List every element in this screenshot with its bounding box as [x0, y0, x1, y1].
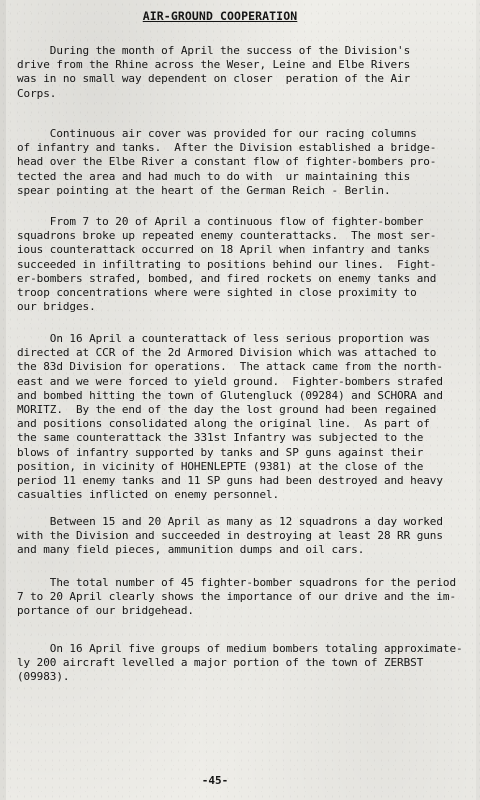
- page-number: -45-: [201, 774, 229, 787]
- paragraph-1: During the month of April the success of the Division's drive from the Rhine across the Weser, Leine and Elbe Rivers was in no small way dependent on closer peration of the Air Corps.: [17, 44, 411, 100]
- paragraph-4: On 16 April a counterattack of less serious proportion was directed at CCR of the 2d Armored Division which was attached to the 83d Division for operations. The attack came from the north- east and we were forced to yield ground. Fighter-bombers strafed and bombed hitting the town of Glutengluck (09284) and SCHORA and MORITZ. By the end of the day the lost ground had been regained and positions consolidated along the original line. As part of the same counterattack the 331st Infantry was subjected to the blows of infantry supported by tanks and SP guns against their position, in vicinity of HOHENLEPTE (9381) at the close of the period 11 enemy tanks and 11 SP guns had been destroyed and heavy casualties inflicted on enemy personnel.: [17, 332, 443, 502]
- paragraph-5: Between 15 and 20 April as many as 12 squadrons a day worked with the Division and succeeded in destroying at least 28 RR guns and many field pieces, ammunition dumps and oil cars.: [17, 515, 443, 557]
- paragraph-7: On 16 April five groups of medium bombers totaling approximate- ly 200 aircraft levelled a major portion of the town of ZERBST (09983).: [17, 642, 463, 684]
- document-title: AIR-GROUND COOPERATION: [142, 9, 298, 23]
- paragraph-2: Continuous air cover was provided for our racing columns of infantry and tanks. After the Division established a bridge- head over the Elbe River a constant flow of fighter-bombers pro- tected the area and had much to do with ur maintaining this spear pointing at the heart of the German Reich - Berlin.: [17, 127, 437, 197]
- paragraph-6: The total number of 45 fighter-bomber squadrons for the period 7 to 20 April clearly shows the importance of our drive and the im- portance of our bridgehead.: [17, 576, 457, 618]
- paragraph-3: From 7 to 20 of April a continuous flow of fighter-bomber squadrons broke up repeated enemy counterattacks. The most ser- ious counterattack occurred on 18 April when infantry and tanks succeeded in infiltrating to positions behind our lines. Fight- er-bombers strafed, bombed, and fired rockets on enemy tanks and troop concentrations where were sighted in close proximity to our bridges.: [17, 215, 437, 314]
